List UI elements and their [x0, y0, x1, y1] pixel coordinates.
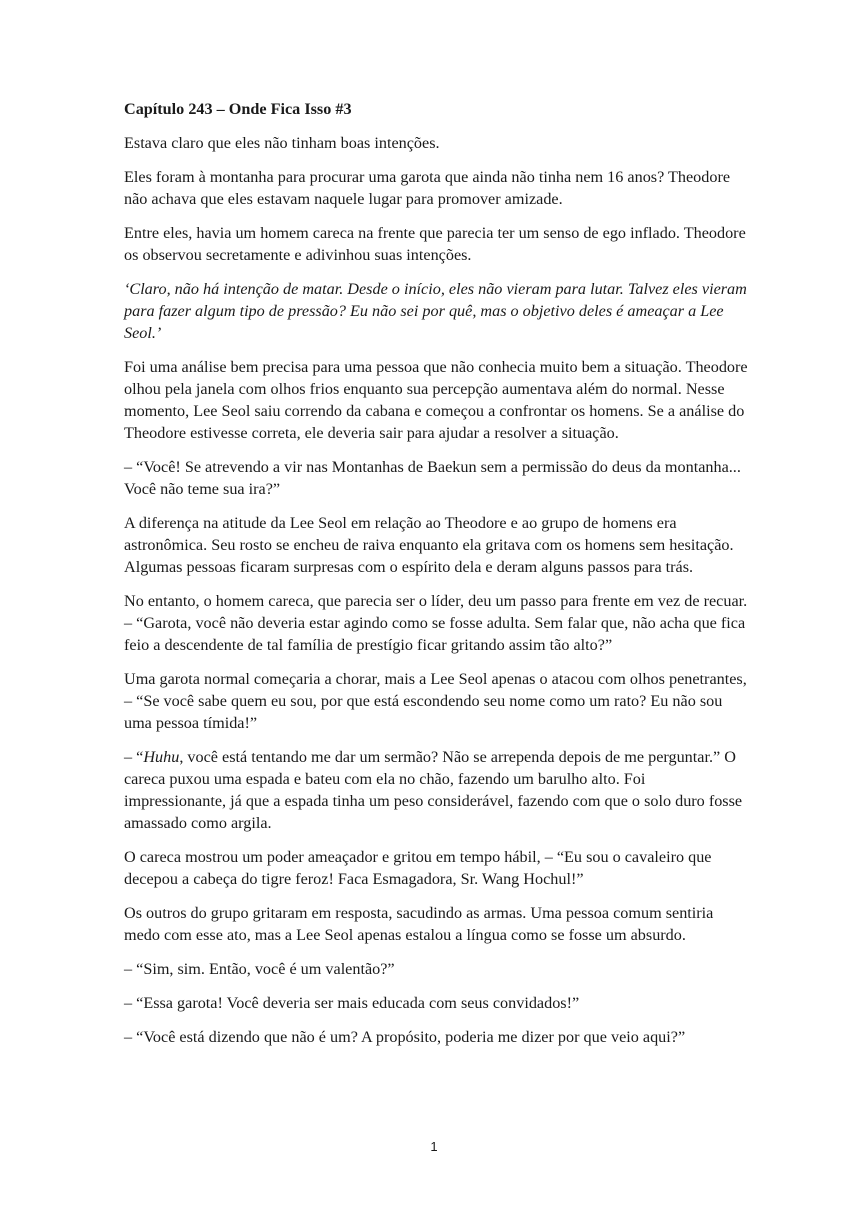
- paragraph-14-dialogue: – “Essa garota! Você deveria ser mais educada com seus convidados!”: [124, 994, 580, 1012]
- paragraph-6-dialogue: – “Você! Se atrevendo a vir nas Montanhas de Baekun sem a permissão do deus da montanha... Você não teme sua ira?”: [124, 458, 741, 498]
- paragraph-2: Eles foram à montanha para procurar uma garota que ainda não tinha nem 16 anos? Theodore não achava que eles estavam naquele lugar para promover amizade.: [124, 168, 731, 208]
- paragraph-10-dialogue: [124, 746, 750, 834]
- paragraph-4-thought: ‘Claro, não há intenção de matar. Desde o início, eles não vieram para lutar. Talvez eles vieram para fazer algum tipo de pressão? Eu não sei por quê, mas o objetivo deles é ameaçar a Lee Seol.’: [124, 280, 747, 342]
- paragraph-13-dialogue: – “Sim, sim. Então, você é um valentão?”: [124, 960, 395, 978]
- paragraph-5: Foi uma análise bem precisa para uma pessoa que não conhecia muito bem a situação. Theodore olhou pela janela com olhos frios enquanto sua percepção aumentava além do normal. Nesse momento, Lee Seol saiu correndo da cabana e começou a confrontar os homens. Se a análise do Theodore estivesse correta, ele deveria sair para ajudar a resolver a situação.: [124, 358, 748, 442]
- paragraph-10-text: , você está tentando me dar um sermão? Não se arrependa depois de me perguntar.” O careca puxou uma espada e bateu com ela no chão, fazendo um barulho alto. Foi impressionante, já que a espada tinha um peso considerável, fazendo com que o solo duro fosse amassado como argila.: [124, 748, 743, 832]
- page-number: 1: [430, 1139, 438, 1154]
- paragraph-11: O careca mostrou um poder ameaçador e gritou em tempo hábil, – “Eu sou o cavaleiro que decepou a cabeça do tigre feroz! Faca Esmagadora, Sr. Wang Hochul!”: [124, 848, 712, 888]
- chapter-title: Capítulo 243 – Onde Fica Isso #3: [124, 100, 352, 118]
- paragraph-9: Uma garota normal começaria a chorar, mais a Lee Seol apenas o atacou com olhos penetrantes, – “Se você sabe quem eu sou, por que está escondendo seu nome como um rato? Eu não sou uma pessoa tímida!”: [124, 670, 747, 732]
- paragraph-10-emphasis: Huhu: [143, 748, 180, 766]
- paragraph-1: Estava claro que eles não tinham boas intenções.: [124, 134, 440, 152]
- paragraph-8: No entanto, o homem careca, que parecia ser o líder, deu um passo para frente em vez de recuar. – “Garota, você não deveria estar agindo como se fosse adulta. Sem falar que, não acha que fica feio a descendente de tal família de prestígio ficar gritando assim tão alto?”: [124, 592, 748, 654]
- document-body: [124, 98, 750, 1060]
- paragraph-12: Os outros do grupo gritaram em resposta, sacudindo as armas. Uma pessoa comum sentiria medo com esse ato, mas a Lee Seol apenas estalou a língua como se fosse um absurdo.: [124, 904, 714, 944]
- paragraph-7: A diferença na atitude da Lee Seol em relação ao Theodore e ao grupo de homens era astronômica. Seu rosto se encheu de raiva enquanto ela gritava com os homens sem hesitação. Algumas pessoas ficaram surpresas com o espírito dela e deram alguns passos para trás.: [124, 514, 734, 576]
- paragraph-3: Entre eles, havia um homem careca na frente que parecia ter um senso de ego inflado. Theodore os observou secretamente e adivinhou suas intenções.: [124, 224, 746, 264]
- paragraph-10-prefix: – “: [124, 748, 144, 766]
- paragraph-15-dialogue: – “Você está dizendo que não é um? A propósito, poderia me dizer por que veio aqui?”: [124, 1028, 686, 1046]
